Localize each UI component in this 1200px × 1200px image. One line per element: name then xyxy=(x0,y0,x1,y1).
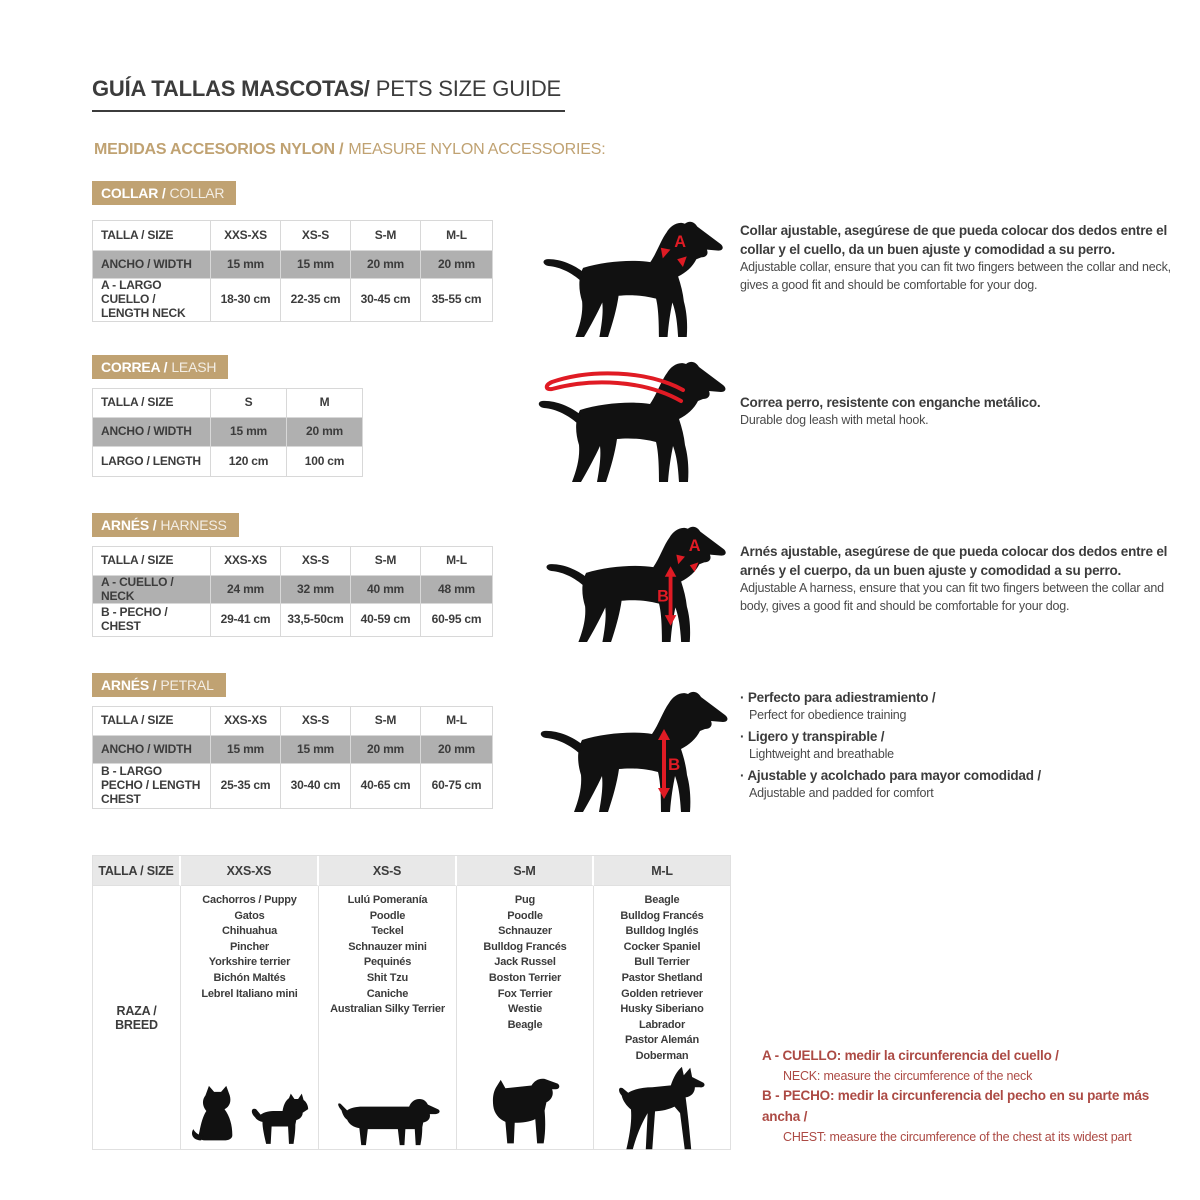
size-cell: 60-75 cm xyxy=(421,764,493,809)
feature-item xyxy=(740,766,1174,803)
breed-item: Cocker Spaniel xyxy=(623,940,701,953)
badge-label-en: COLLAR xyxy=(169,185,225,201)
breed-item: Fox Terrier xyxy=(497,987,553,1000)
collar-section-badge xyxy=(92,181,236,205)
breed-item: Bulldog Inglés xyxy=(625,925,699,938)
breed-item: Shit Tzu xyxy=(366,972,409,985)
dog-petral-figure xyxy=(534,688,734,818)
schnauzer-silhouette-icon xyxy=(483,1077,567,1149)
note-chest-es: B - PECHO: medir la circunferencia del pecho en su parte más ancha / xyxy=(762,1088,1150,1125)
column-header: XS-S xyxy=(281,707,351,736)
neck-marker-label: A xyxy=(674,232,686,251)
breed-item: Bichón Maltés xyxy=(213,972,286,985)
size-cell: 20 mm xyxy=(351,251,421,279)
column-header: XXS-XS xyxy=(211,221,281,251)
breed-list xyxy=(201,893,297,1002)
page-subtitle-es: MEDIDAS ACCESORIOS NYLON / xyxy=(94,141,344,158)
breed-item: Husky Siberiano xyxy=(620,1003,704,1016)
silhouette-row xyxy=(457,1077,593,1149)
breed-item: Bulldog Francés xyxy=(620,909,704,922)
column-header: TALLA / SIZE xyxy=(93,856,181,886)
size-cell: 15 mm xyxy=(281,736,351,764)
leash-section-badge xyxy=(92,355,228,379)
page-subtitle xyxy=(94,141,605,159)
breed-item: Beagle xyxy=(507,1018,543,1031)
petral-size-table xyxy=(92,706,493,809)
size-cell: 20 mm xyxy=(287,418,363,447)
feature-es: · Ajustable y acolchado para mayor comodidad / xyxy=(740,766,1174,785)
feature-en: Perfect for obedience training xyxy=(749,708,907,723)
size-cell: 60-95 cm xyxy=(421,604,493,637)
column-header: M-L xyxy=(421,221,493,251)
column-header: XXS-XS xyxy=(181,856,319,886)
feature-es: · Perfecto para adiestramiento / xyxy=(740,688,1174,707)
row-label: A - CUELLO / NECK xyxy=(93,576,211,604)
collar-size-table xyxy=(92,220,493,322)
size-cell: 35-55 cm xyxy=(421,279,493,322)
column-header: TALLA / SIZE xyxy=(93,389,211,418)
size-cell: 24 mm xyxy=(211,576,281,604)
size-cell: 30-40 cm xyxy=(281,764,351,809)
harness-size-table xyxy=(92,546,493,637)
column-header: XXS-XS xyxy=(211,707,281,736)
feature-es: · Ligero y transpirable / xyxy=(740,727,1174,746)
leash-description xyxy=(740,393,1174,430)
size-cell: 33,5-50cm xyxy=(281,604,351,637)
breed-item: Pastor Alemán xyxy=(624,1034,699,1047)
column-header: S-M xyxy=(351,707,421,736)
petral-section-badge xyxy=(92,673,226,697)
badge-label-en: HARNESS xyxy=(160,517,227,533)
chest-marker-label: B xyxy=(668,755,681,774)
collar-desc-es: Collar ajustable, asegúrese de que pueda colocar dos dedos entre el collar y el cuello, da un buen ajuste y comodidad a su perro. xyxy=(740,223,1167,258)
breed-column-xs-s xyxy=(319,886,457,1150)
page-title xyxy=(92,76,565,112)
dachshund-silhouette-icon xyxy=(334,1097,442,1149)
size-cell: 15 mm xyxy=(281,251,351,279)
column-header: M xyxy=(287,389,363,418)
row-label: B - LARGO PECHO / LENGTH CHEST xyxy=(93,764,211,809)
column-header: S xyxy=(211,389,287,418)
badge-label-es: ARNÉS / xyxy=(101,677,157,693)
row-label: ANCHO / WIDTH xyxy=(93,736,211,764)
badge-label-en: PETRAL xyxy=(160,677,214,693)
breed-item: Gatos xyxy=(234,909,265,922)
breed-item: Pastor Shetland xyxy=(621,972,703,985)
breed-column-xxs-xs xyxy=(181,886,319,1150)
badge-label-es: CORREA / xyxy=(101,359,168,375)
leash-desc-en: Durable dog leash with metal hook. xyxy=(740,413,929,428)
feature-en: Lightweight and breathable xyxy=(749,747,894,762)
breed-column-s-m xyxy=(457,886,594,1150)
size-cell: 100 cm xyxy=(287,447,363,477)
silhouette-row xyxy=(181,1079,318,1149)
feature-item xyxy=(740,727,1174,764)
column-header: M-L xyxy=(594,856,731,886)
chihuahua-silhouette-icon xyxy=(246,1093,310,1149)
breed-item: Bull Terrier xyxy=(634,956,690,969)
breed-list xyxy=(620,893,703,1065)
size-cell: 20 mm xyxy=(351,736,421,764)
doberman-silhouette-icon xyxy=(612,1065,712,1153)
breed-item: Lulú Pomeranía xyxy=(347,894,428,906)
breed-row-label-text: RAZA / BREED xyxy=(115,1003,158,1032)
column-header: M-L xyxy=(421,707,493,736)
silhouette-row xyxy=(594,1065,730,1153)
breed-item: Caniche xyxy=(366,987,409,1000)
cat-silhouette-icon xyxy=(189,1079,241,1149)
breed-item: Boston Terrier xyxy=(488,972,562,985)
badge-label-es: COLLAR / xyxy=(101,185,166,201)
column-header: S-M xyxy=(351,547,421,576)
size-cell: 22-35 cm xyxy=(281,279,351,322)
breed-item: Lebrel Italiano mini xyxy=(201,987,298,1000)
breed-list xyxy=(330,893,445,1018)
harness-description xyxy=(740,542,1174,616)
breed-item: Jack Russel xyxy=(494,956,556,969)
row-label: ANCHO / WIDTH xyxy=(93,418,211,447)
column-header: XS-S xyxy=(281,221,351,251)
chest-marker-label: B xyxy=(657,587,669,606)
breed-row-label xyxy=(93,886,181,1150)
breed-item: Teckel xyxy=(371,925,404,938)
neck-marker-label: A xyxy=(688,536,701,555)
size-cell: 48 mm xyxy=(421,576,493,604)
column-header: S-M xyxy=(351,221,421,251)
breed-item: Schnauzer xyxy=(498,925,552,938)
breed-item: Schnauzer mini xyxy=(348,940,427,953)
badge-label-en: LEASH xyxy=(171,359,217,375)
note-neck-es: A - CUELLO: medir la circunferencia del cuello / xyxy=(762,1048,1059,1063)
page-title-es: GUÍA TALLAS MASCOTAS/ xyxy=(92,76,370,101)
breed-item: Pug xyxy=(514,894,536,906)
size-cell: 29-41 cm xyxy=(211,604,281,637)
feature-en: Adjustable and padded for comfort xyxy=(749,785,934,800)
size-cell: 30-45 cm xyxy=(351,279,421,322)
row-label: B - PECHO / CHEST xyxy=(93,604,211,637)
collar-description xyxy=(740,221,1174,295)
row-label: A - LARGO CUELLO / LENGTH NECK xyxy=(93,279,211,322)
petral-feature-list xyxy=(740,688,1174,805)
harness-desc-es: Arnés ajustable, asegúrese de que pueda colocar dos dedos entre el arnés y el cuerpo, da un buen ajuste y comodidad a su perro. xyxy=(740,544,1168,579)
size-cell: 40-65 cm xyxy=(351,764,421,809)
size-cell: 32 mm xyxy=(281,576,351,604)
harness-desc-en: Adjustable A harness, ensure that you can fit two fingers between the collar and body, gives a good fit and should be comfortable for your dog. xyxy=(740,581,1164,614)
breed-item: Poodle xyxy=(507,909,543,922)
size-cell: 40 mm xyxy=(351,576,421,604)
feature-item xyxy=(740,688,1174,725)
breed-list xyxy=(483,893,566,1033)
column-header: XXS-XS xyxy=(211,547,281,576)
breed-item: Pincher xyxy=(230,940,269,953)
breed-item: Cachorros / Puppy xyxy=(202,894,297,906)
badge-label-es: ARNÉS / xyxy=(101,517,157,533)
size-cell: 40-59 cm xyxy=(351,604,421,637)
size-cell: 120 cm xyxy=(211,447,287,477)
breed-item: Chihuahua xyxy=(221,925,278,938)
breed-column-m-l xyxy=(594,886,731,1150)
size-cell: 15 mm xyxy=(211,736,281,764)
column-header: XS-S xyxy=(319,856,457,886)
page-title-en: PETS SIZE GUIDE xyxy=(375,76,561,101)
row-label: LARGO / LENGTH xyxy=(93,447,211,477)
breed-item: Labrador xyxy=(638,1018,686,1031)
breed-item: Bulldog Francés xyxy=(483,940,567,953)
size-cell: 20 mm xyxy=(421,251,493,279)
page-subtitle-en: MEASURE NYLON ACCESSORIES: xyxy=(348,141,606,158)
breed-item: Golden retriever xyxy=(621,987,703,1000)
size-cell: 15 mm xyxy=(211,418,287,447)
breed-item: Beagle xyxy=(644,894,680,906)
breed-item: Doberman xyxy=(635,1050,689,1063)
size-cell: 25-35 cm xyxy=(211,764,281,809)
size-cell: 15 mm xyxy=(211,251,281,279)
note-neck-en: NECK: measure the circumference of the neck xyxy=(783,1068,1033,1083)
breed-size-table xyxy=(92,855,731,1150)
harness-section-badge xyxy=(92,513,239,537)
row-label: ANCHO / WIDTH xyxy=(93,251,211,279)
column-header: S-M xyxy=(457,856,594,886)
column-header: XS-S xyxy=(281,547,351,576)
dog-collar-figure xyxy=(537,218,729,343)
size-cell: 20 mm xyxy=(421,736,493,764)
leash-size-table xyxy=(92,388,363,477)
breed-item: Pequinés xyxy=(363,956,412,969)
breed-item: Westie xyxy=(507,1003,543,1016)
silhouette-row xyxy=(319,1097,456,1149)
dog-harness-figure xyxy=(540,523,732,648)
dog-leash-figure xyxy=(532,358,732,488)
column-header: TALLA / SIZE xyxy=(93,707,211,736)
collar-desc-en: Adjustable collar, ensure that you can fit two fingers between the collar and neck, gives a good fit and should be comfortable for your dog. xyxy=(740,260,1171,293)
column-header: M-L xyxy=(421,547,493,576)
breed-item: Australian Silky Terrier xyxy=(330,1003,445,1016)
column-header: TALLA / SIZE xyxy=(93,221,211,251)
leash-desc-es: Correa perro, resistente con enganche metálico. xyxy=(740,395,1041,410)
size-cell: 18-30 cm xyxy=(211,279,281,322)
column-header: TALLA / SIZE xyxy=(93,547,211,576)
breed-item: Poodle xyxy=(369,909,406,922)
breed-item: Yorkshire terrier xyxy=(208,956,291,969)
measurement-notes xyxy=(762,1046,1188,1148)
note-chest-en: CHEST: measure the circumference of the chest at its widest part xyxy=(783,1130,1132,1145)
